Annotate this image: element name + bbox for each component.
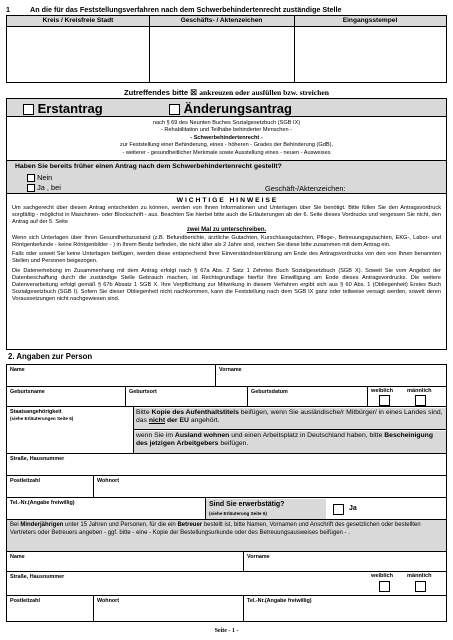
guardian-tel-field[interactable]: Tel.-Nr.(Angabe freiwillig)	[247, 598, 312, 604]
tel-field[interactable]: Tel.-Nr.(Angabe freiwillig)	[10, 500, 75, 506]
checkbox-no[interactable]	[27, 174, 35, 182]
erwerbstaetig-ja-label: Ja	[349, 505, 357, 512]
checkbox-weiblich[interactable]	[379, 395, 390, 406]
notes-paragraph-1: Um sachgerecht über diesen Antrag entscheiden zu können, werden von Ihnen Informationen und Unterlagen über Sie benötigt. Bitte füllen Sie den Antragsvordruck sorgfältig - möglichst in Maschinen- oder Blockschrift - aus. Beachten Sie hierbei bitte auch die Erläuterungen ab der 6. Seite dieses Vordrucks und vergessen Sie nicht, den Antrag auf der 5. Seite zwei Mal zu unterschreiben.	[12, 205, 441, 233]
guardian-strasse-field[interactable]: Straße, Hausnummer	[10, 574, 65, 580]
instruction-line: Zutreffendes bitte ☒ ankreuzen oder ausfüllen bzw. streichen	[124, 88, 329, 97]
page-footer: Seite - 1 -	[214, 628, 239, 634]
option-no[interactable]: Nein	[27, 173, 52, 182]
checkbox-maennlich[interactable]	[415, 395, 426, 406]
vorname-field[interactable]: Vorname	[219, 367, 242, 373]
personal-data-box	[6, 364, 447, 622]
checkbox-erstantrag[interactable]	[23, 104, 34, 115]
abroad-note: wenn Sie im Ausland wohnen und einen Arbeitsplatz in Deutschland haben, bitte Bescheinigung des jetzigen Arbeitgebers beifügen.	[134, 431, 446, 453]
geburtsname-field[interactable]: Geburtsname	[10, 389, 45, 395]
notes-title: W I C H T I G E H I N W E I S E	[176, 197, 277, 204]
header-box	[6, 15, 447, 83]
form-header-title: 1 An die für das Feststellungsverfahren nach dem Schwerbehindertenrecht zuständige Stelle	[6, 5, 342, 14]
weiblich-label: weiblich	[371, 388, 394, 394]
plz-field[interactable]: Postleitzahl	[10, 478, 40, 484]
maennlich-label: männlich	[407, 388, 432, 394]
section-2-title: 2. Angaben zur Person	[8, 352, 93, 361]
notes-paragraph-3: Falls oder soweit Sie keine Unterlagen beifügen, werden diese entsprechend Ihrer Einverständniserklärung am Ende des Antragsvordrucks von den von Ihnen benannten Stellen und Personen beigezogen.	[12, 251, 441, 265]
employment-question: Sind Sie erwerbstätig? (siehe Erläuterung Seite 6)	[206, 499, 326, 519]
option-aenderungsantrag[interactable]: Änderungsantrag	[169, 101, 292, 116]
notes-paragraph-2: Wenn sich Unterlagen über Ihren Gesundheitszustand (z.B. Befundberichte, ärztliche Gutachten, Kurschlussgutachten, Pflege-, Betreuungsgutachten, EKG-, Labor- und Röntgenbefunde - keine Röntgenbilder - ) in Ihrem Besitz befinden, die nicht älter als 2 Jahre sind, reichen Sie diese bitte zusammen mit dem Antrag ein.	[12, 234, 441, 249]
checkbox-guardian-maennlich[interactable]	[415, 581, 426, 592]
strasse-field[interactable]: Straße, Hausnummer	[7, 454, 446, 476]
checkbox-guardian-weiblich[interactable]	[379, 581, 390, 592]
checked-box-icon: ☒	[190, 88, 198, 97]
file-number-field[interactable]	[152, 29, 292, 81]
notes-signature-emphasis: zwei Mal zu unterschreiben.	[186, 226, 267, 233]
previous-file-label: Geschäft-/Aktenzeichen:	[265, 184, 346, 193]
guardian-maennlich-label: männlich	[407, 573, 432, 579]
header-col-file-number: Geschäfts- / Aktenzeichen	[180, 17, 263, 24]
guardian-name-field[interactable]: Name	[10, 554, 25, 560]
header-col-district: Kreis / Kreisfreie Stadt	[42, 17, 114, 24]
guardian-note: Bei Minderjährigen unter 15 Jahren und Personen, für die ein Betreuer bestellt ist, bitte Namen, Vornamen und Anschrift des gesetzlichen oder bestellten Vertreters oder Betreuers angeben - ggf. bitte - eine - Kopie der Bestellungsurkunde oder des Betreuungsausweises beifügen - .	[7, 520, 446, 552]
wohnort-field[interactable]: Wohnort	[97, 478, 120, 484]
notes-paragraph-4: Die Datenerhebung im Zusammenhang mit dem Antrag erfolgt nach § 67a Abs. 2 Satz 1 Zehntes Buch Sozialgesetzbuch (SGB X). Soweit Sie vom Angebot der Datenbeschaffung durch die zuständige Stelle Gebrauch machen, ist Rechtsgrundlage hierfür Ihre Einwilligung am Ende dieses Antragsvordrucks. Die weitere Datenverarbeitung erfolgt gemäß § 67b Absatz 1 SGB X. Ihre Verpflichtung zur Mitwirkung in diesem Verfahren ergibt sich aus § 60 Abs. 1 (Obliegenheit) Erstes Buch Sozialgesetzbuch (SGB I). Sofern Sie dieser Obliegenheit nicht nachkommen, kann die Feststellung nach dem SGB IX ganz oder teilweise versagt werden, soweit deren Voraussetzungen nicht nachgewiesen sind.	[12, 267, 441, 303]
application-box	[6, 98, 447, 350]
checkbox-yes[interactable]	[27, 184, 35, 192]
header-col-stamp: Eingangsstempel	[342, 17, 398, 24]
geburtsort-field[interactable]: Geburtsort	[129, 389, 157, 395]
checkbox-erwerbstaetig-ja[interactable]	[333, 504, 344, 515]
residence-permit-note: Bitte Kopie des Aufenthaltstitels beifügen, wenn Sie ausländische/r Mitbürger/ in eines Landes sind, das nicht der EU angehört.	[134, 408, 446, 430]
checkbox-aenderungsantrag[interactable]	[169, 104, 180, 115]
guardian-wohnort-field[interactable]: Wohnort	[97, 598, 120, 604]
legal-intro: nach § 69 des Neunten Buches Sozialgesetzbuch (SGB IX) - Rehabilitation und Teilhabe behinderter Menschen - - Schwerbehindertenrecht - zur Feststellung einer Behinderung, eines - höheren - Grades der Behinderung (GdB), - weiterer - gesundheitlicher Merkmale sowie Ausstellung eines - neuen - Ausweises	[120, 120, 333, 156]
option-erstantrag[interactable]: Erstantrag	[23, 101, 103, 116]
section-number: 1	[6, 5, 10, 14]
option-yes[interactable]: Ja , bei	[27, 183, 61, 192]
district-field[interactable]	[9, 29, 147, 81]
staatsangehoerigkeit-field[interactable]: Staatsangehörigkeit (siehe Erläuterungen Seite 6)	[10, 409, 74, 421]
name-field[interactable]: Name	[10, 367, 25, 373]
guardian-plz-field[interactable]: Postleitzahl	[10, 598, 40, 604]
previous-application-section	[7, 160, 446, 194]
geburtsdatum-field[interactable]: Geburtsdatum	[251, 389, 288, 395]
guardian-weiblich-label: weiblich	[371, 573, 394, 579]
notes-section	[7, 195, 446, 350]
previous-question: Haben Sie bereits früher einen Antrag nach dem Schwerbehindertenrecht gestellt?	[15, 163, 282, 170]
guardian-vorname-field[interactable]: Vorname	[247, 554, 270, 560]
